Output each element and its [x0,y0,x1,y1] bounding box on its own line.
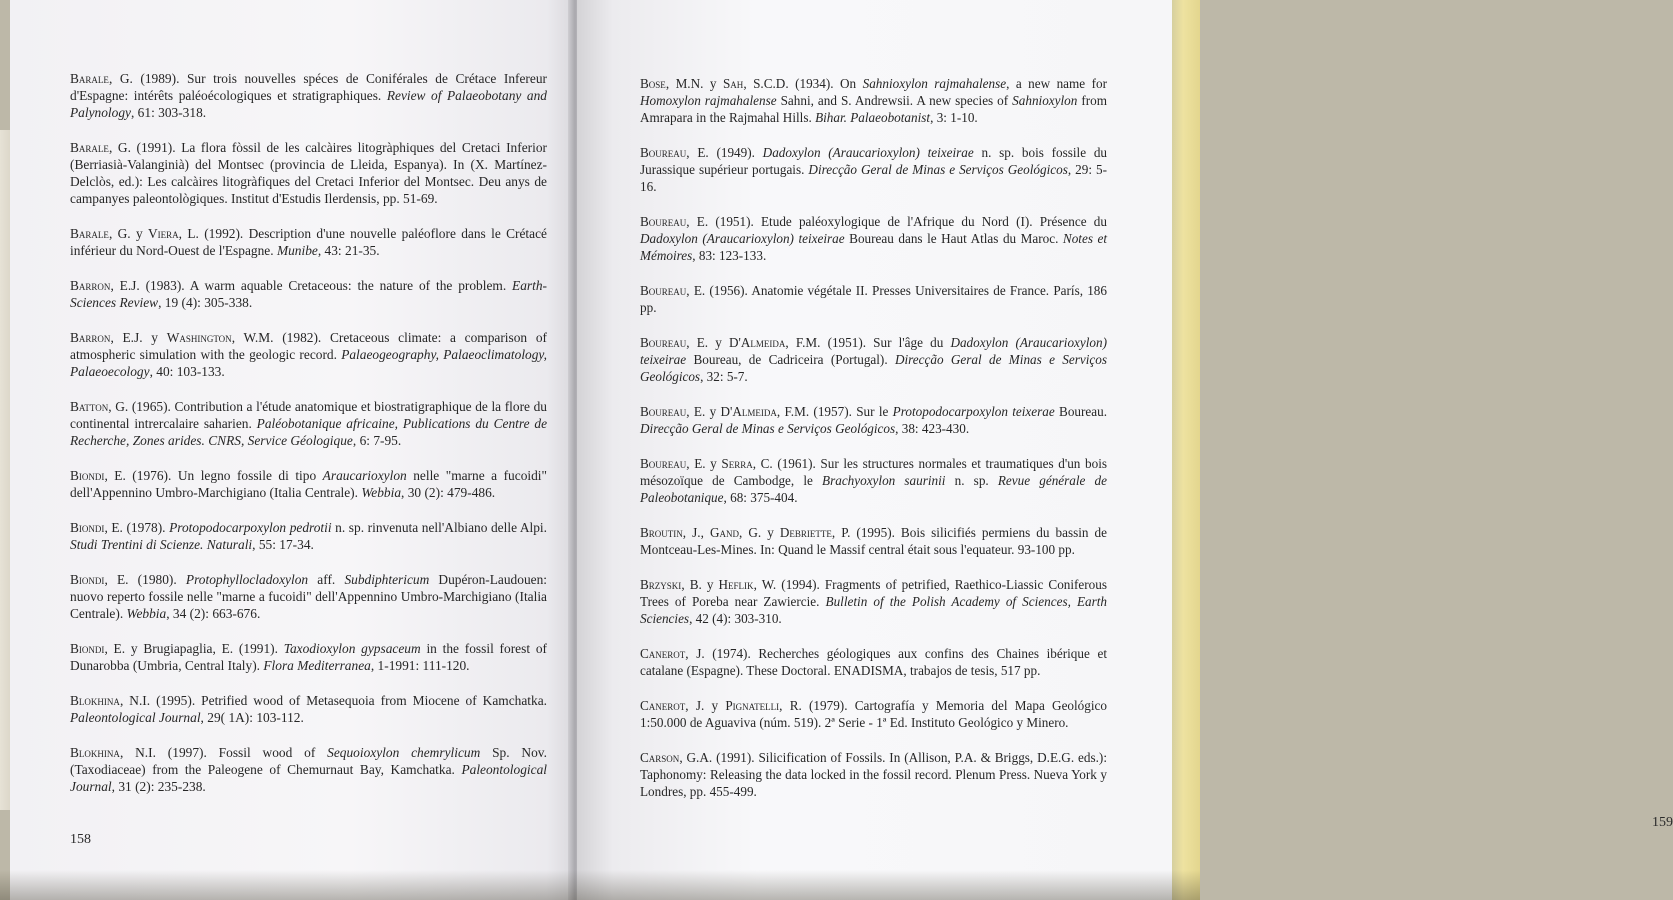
reference-title-italic: Notes et Mémoires [640,231,1108,263]
reference-author: Barale [70,226,109,241]
reference-title-italic: Dadoxylon (Araucarioxylon) teixeirae [762,145,974,160]
reference-text: from Amrapara in the Rajmahal Hills. [640,93,1107,125]
reference-title-italic: Bihar. Palaeobotanist [815,110,931,125]
reference-author: Boureau [640,404,687,419]
reference-author: Batton [70,399,109,414]
reference-author: Barale [70,71,109,86]
reference-title-italic: Studi Trentini di Scienze. Naturali [70,537,253,552]
reference-text: , 38: 423-430. [895,421,970,436]
reference-entry [70,329,547,380]
reference-text: Dupéron-Laudouen: nuovo reperto fossile nelle "marne a fucoidi" dell'Appennino Umbro-Marchigiano (Italia Centrale). [70,572,547,621]
reference-entry [640,645,1107,679]
reference-title-italic: Protopodocarpoxylon pedrotii [169,520,332,535]
reference-text: , W. (1994). Fragments of petrified, Raethico-Liassic Coniferous Trees of Poreba near Zawiercie. [640,577,1107,609]
reference-list-left [70,70,547,795]
reference-author: D'Almeida [728,335,786,350]
reference-title-italic: Paleontological Journal [70,710,201,725]
reference-text: , 34 (2): 663-676. [166,606,261,621]
reference-text: , J. (1974). Recherches géologiques aux confins des Chaines ibérique et catalane (Espagne). These Doctoral. ENADISMA, trabajos de tesis, 517 pp. [640,646,1107,678]
reference-author: Viera [148,226,179,241]
reference-text: , 55: 17-34. [252,537,314,552]
reference-text: Sp. Nov. (Taxodiaceae) from the Paleogene of Chemurnaut Bay, Kamchatka. [70,745,547,777]
reference-text: , B. y [681,577,719,592]
reference-entry [640,75,1107,126]
reference-text: , G. (1989). Sur trois nouvelles spéces de Coniférales de Crétace Infereur d'Espagne: intérêts paléoécologiques et stratigraphiques. [70,71,547,103]
reference-author: Serra [721,456,753,471]
reference-author: Bose [640,76,666,91]
reference-title-italic: Protopodocarpoxylon teixerae [892,404,1055,419]
reference-text: , E.J. y [110,330,167,345]
reference-author: Heflik [718,577,754,592]
reference-title-italic: Review of Palaeobotany and Palynology [70,88,547,120]
reference-author: Boureau [640,214,687,229]
reference-text: , M.N. y [665,76,723,91]
reference-text: , N.I. (1997). Fossil wood of [119,745,328,760]
reference-title-italic: Paleontological Journal [70,762,547,794]
reference-entry [640,697,1107,731]
reference-author: Barale [70,140,109,155]
reference-author: Biondi [70,641,105,656]
reference-entry [70,744,547,795]
page-number-right: 159 [1652,815,1673,830]
reference-author: Biondi [70,572,105,587]
reference-author: Barron [70,278,111,293]
reference-author: Boureau [640,335,687,350]
reference-text: , E. y Brugiapaglia, E. (1991). [104,641,284,656]
page-number-left: 158 [70,832,91,847]
reference-author: Broutin [640,525,683,540]
reference-text: , 6: 7-95. [352,433,402,448]
reference-entry [70,640,547,674]
reference-title-italic: Earth-Sciences Review [70,278,547,310]
reference-entry [640,213,1107,264]
reference-text: , E. (1976). Un legno fossile di tipo [104,468,323,483]
reference-text: n. sp. rinvenuta nell'Albiano delle Alpi. [331,520,547,535]
reference-entry [640,282,1107,316]
reference-author: Sah [722,76,744,91]
reference-title-italic: Direcção Geral de Minas e Serviços Geológicos [808,162,1068,177]
reference-author: Boureau [640,283,687,298]
reference-entry [640,334,1107,385]
reference-text: , 32: 5-7. [700,369,748,384]
reference-author: Boureau [640,456,687,471]
reference-entry [640,749,1107,800]
reference-author: Canerot [640,698,686,713]
reference-author: Pignatelli [725,698,780,713]
reference-author: Blokhina [70,693,120,708]
reference-author: D'Almeida [720,404,777,419]
reference-author: Canerot [640,646,686,661]
reference-title-italic: Sequoioxylon chemrylicum [327,745,481,760]
reference-author: Brzyski [640,577,682,592]
reference-entry [70,139,547,207]
reference-text: , 31 (2): 235-238. [111,779,206,794]
table-shadow [0,870,1200,900]
reference-text: Boureau, de Cadriceira (Portugal). [686,352,895,367]
reference-text: , F.M. (1951). Sur l'âge du [785,335,951,350]
reference-text: , E. (1951). Etude paléoxylogique de l'Afrique du Nord (I). Présence du [686,214,1107,229]
reference-author: Biondi [70,520,105,535]
reference-text: Boureau dans le Haut Atlas du Maroc. [844,231,1063,246]
reference-title-italic: Taxodioxylon gypsaceum [283,641,421,656]
reference-text: , P. (1995). Bois silicifiés permiens du bassin de Montceau-Les-Mines. In: Quand le Massif central était sous l'equateur. 93-100 pp. [640,525,1108,557]
reference-text: , J. y [685,698,726,713]
reference-title-italic: Araucarioxylon [322,468,407,483]
reference-title-italic: Sahnioxylon rajmahalense [862,76,1007,91]
reference-text: nelle "marne a fucoidi" dell'Appennino Umbro-Marchigiano (Italia Centrale). [70,468,547,500]
reference-text: , 29( 1A): 103-112. [200,710,304,725]
reference-author: Gand [709,525,739,540]
reference-entry [640,455,1107,506]
reference-text: , 19 (4): 305-338. [158,295,253,310]
reference-text: , S.C.D. (1934). On [743,76,863,91]
reference-text: , 1-1991: 111-120. [370,658,470,673]
left-page [10,0,575,900]
reference-text: , E. y [686,335,729,350]
reference-text: , 43: 21-35. [317,243,380,258]
reference-title-italic: Direcção Geral de Minas e Serviços Geológicos [640,352,1107,384]
reference-title-italic: Paléobotanique africaine, Publications du Centre de Recherche, Zones arides. CNRS, Service Géologique [70,416,548,448]
reference-text: , G.A. (1991). Silicification of Fossils. In (Allison, P.A. & Briggs, D.E.G. eds.): Taphonomy: Releasing the data locked in the fossil record. Plenum Press. Nueva York y Londres, pp. 455-499. [640,750,1107,799]
reference-text: , 42 (4): 303-310. [689,611,782,626]
reference-list-right [640,75,1107,800]
reference-entry [70,571,547,622]
reference-text: , 68: 375-404. [723,490,798,505]
reference-entry [70,519,547,553]
reference-title-italic: Direcção Geral de Minas e Serviços Geológicos [640,421,896,436]
reference-text: , E. y [686,456,722,471]
reference-text: , 61: 303-318. [130,105,207,120]
reference-title-italic: Flora Mediterranea [263,658,371,673]
reference-title-italic: Webbia [126,606,167,621]
reference-text: , J., [682,525,710,540]
reference-text: , F.M. (1957). Sur le [776,404,893,419]
reference-text: aff. [308,572,345,587]
reference-author: Carson [640,750,680,765]
reference-entry [640,144,1107,195]
reference-text: , G. y [738,525,780,540]
reference-entry [640,403,1107,437]
reference-text: , L. (1992). Description d'une nouvelle paléoflore dans le Crétacé inférieur du Nord-Ouest de l'Espagne. [70,226,547,258]
reference-entry [70,70,547,121]
reference-text: Sahni, and S. Andrewsii. A new species of [776,93,1013,108]
reference-text: , 40: 103-133. [149,364,225,379]
reference-entry [70,225,547,259]
reference-text: , E.J. (1983). A warm aquable Cretaceous: the nature of the problem. [110,278,513,293]
reference-text: , E. (1978). [104,520,170,535]
reference-text: n. sp. [945,473,998,488]
right-page [577,0,1673,900]
reference-text: , E. (1980). [104,572,186,587]
reference-title-italic: Dadoxylon (Araucarioxylon) teixeirae [640,335,1107,367]
reference-text: , a new name for [1006,76,1107,91]
reference-text: Boureau. [1054,404,1107,419]
reference-text: , G. (1965). Contribution a l'étude anatomique et biostratigraphique de la flore du continental intrercalaire saharien. [70,399,547,431]
reference-entry [640,524,1107,558]
reference-text: , 30 (2): 479-486. [401,485,496,500]
reference-text: , W.M. (1982). Cretaceous climate: a comparison of atmospheric simulation with the geologic record. [70,330,547,362]
reference-title-italic: Dadoxylon (Araucarioxylon) teixeirae [640,231,845,246]
reference-text: , C. (1961). Sur les structures normales et traumatiques d'un bois mésozoïque de Cambodge, le [640,456,1107,488]
reference-entry [70,467,547,501]
reference-text: , 83: 123-133. [692,248,767,263]
reference-author: Barron [70,330,111,345]
reference-text: in the fossil forest of Dunarobba (Umbria, Central Italy). [70,641,547,673]
reference-text: , 29: 5-16. [640,162,1107,194]
reference-title-italic: Munibe [276,243,318,258]
reference-entry [640,576,1107,627]
reference-text: , N.I. (1995). Petrified wood of Metasequoia from Miocene of Kamchatka. [119,693,547,708]
reference-title-italic: Bulletin of the Polish Academy of Sciences, Earth Sciencies [640,594,1107,626]
reference-text: , E. y [686,404,721,419]
reference-title-italic: Subdiphtericum [344,572,430,587]
reference-text: , E. (1949). [686,145,763,160]
reference-author: Debriette [779,525,832,540]
reference-text: , E. (1956). Anatomie végétale II. Presses Universitaires de France. París, 186 pp. [640,283,1107,315]
reference-entry [70,277,547,311]
reference-title-italic: Revue générale de Paleobotanique [640,473,1107,505]
reference-title-italic: Brachyoxylon saurinii [822,473,946,488]
reference-title-italic: Protophyllocladoxylon [185,572,309,587]
reference-text: , 3: 1-10. [930,110,978,125]
reference-entry [70,692,547,726]
reference-title-italic: Sahnioxylon [1012,93,1078,108]
reference-text: , R. (1979). Cartografía y Memoria del Mapa Geológico 1:50.000 de Aguaviva (núm. 519). 2ª Serie - 1ª Ed. Instituto Geológico y Minero. [640,698,1107,730]
reference-entry [70,398,547,449]
reference-title-italic: Webbia [361,485,402,500]
reference-author: Washington [166,330,232,345]
reference-text: , G. (1991). La flora fòssil de les calcàires litogràphiques del Cretaci Inferior (Berriasià-Valanginià) del Montsec (provincia de Lleida, Espanya). In (X. Martínez-Delclòs, ed.): Les calcàires litogràfiques del Cretaci Inferior del Montsec. Deu anys de campanyes paleontològiques. Institut d'Estudis Ilerdensis, pp. 51-69. [70,140,547,206]
reference-text: , G. y [108,226,148,241]
reference-author: Biondi [70,468,105,483]
reference-text: n. sp. bois fossile du Jurassique supérieur portugais. [640,145,1108,177]
reference-author: Boureau [640,145,687,160]
reference-title-italic: Homoxylon rajmahalense [640,93,777,108]
reference-title-italic: Palaeogeography, Palaeoclimatology, Palaeoecology [70,347,547,379]
book-edge-right [1172,0,1200,900]
reference-author: Blokhina [70,745,120,760]
